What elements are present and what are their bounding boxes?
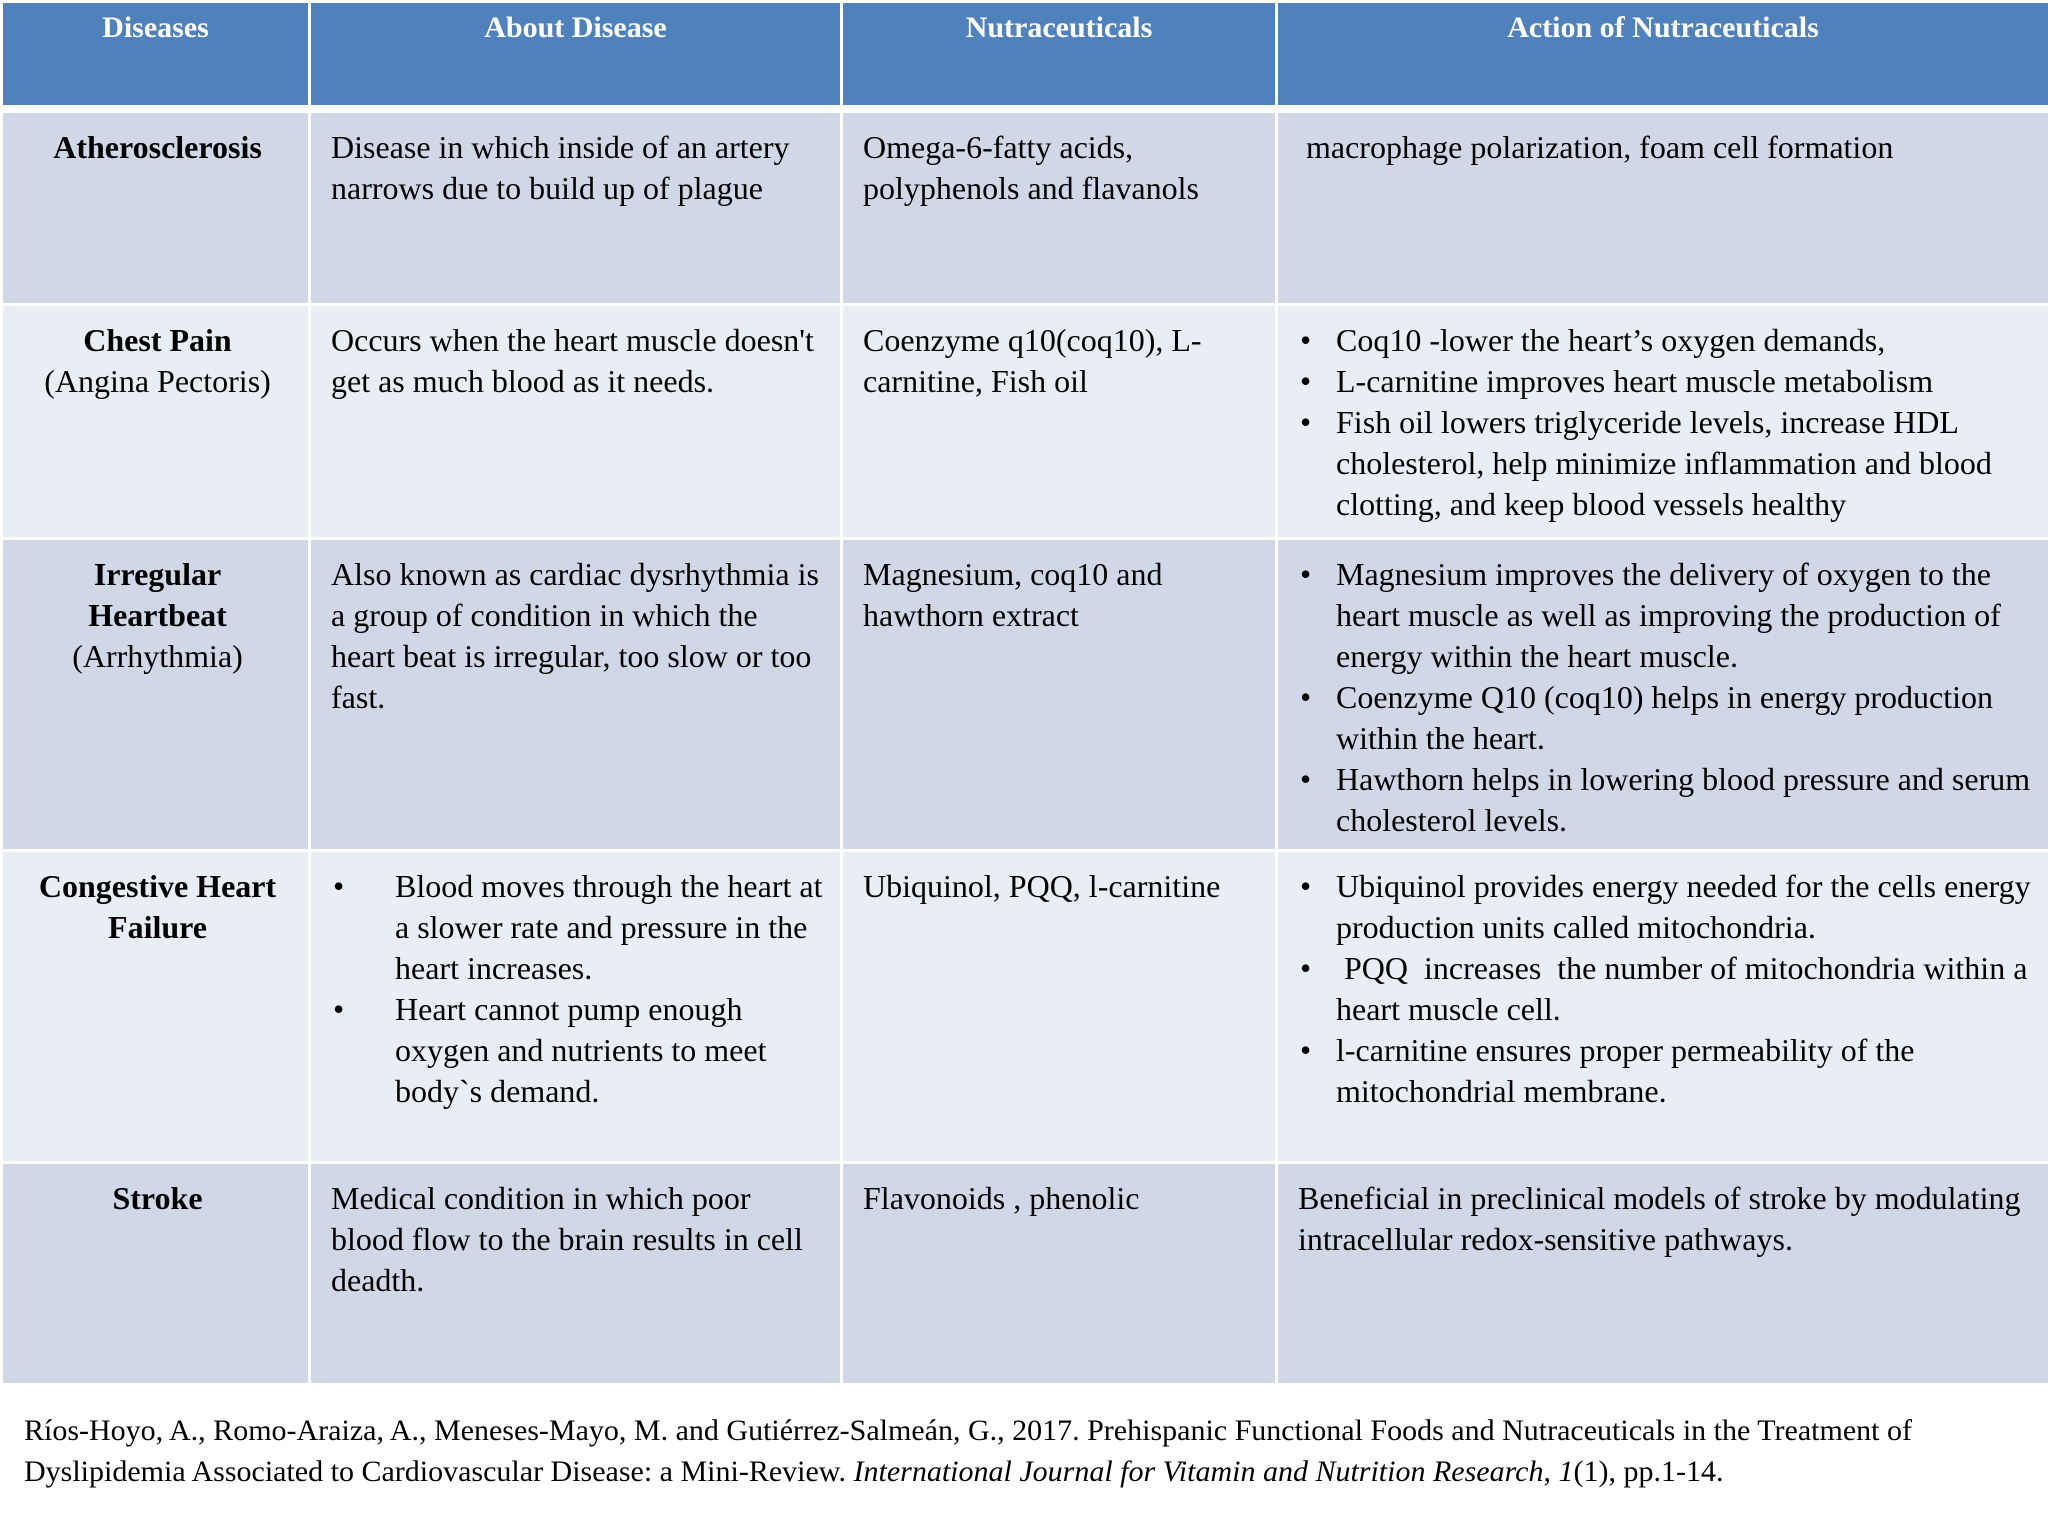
nutraceuticals-cell: Omega-6-fatty acids, polyphenols and flavanols (842, 109, 1277, 305)
about-cell: Medical condition in which poor blood flow to the brain results in cell deadth. (310, 1163, 842, 1385)
action-text: macrophage polarization, foam cell formation (1306, 128, 1894, 165)
action-list-item: • Magnesium improves the delivery of oxygen to the heart muscle as well as improving the production of energy within the heart muscle. (1298, 554, 2032, 677)
header-diseases: Diseases (2, 2, 310, 109)
action-cell (1277, 109, 2048, 305)
disease-cell (2, 539, 310, 851)
disease-subtitle: (Arrhythmia) (72, 638, 243, 674)
table-header-row (2, 2, 2048, 109)
about-list (331, 866, 824, 1112)
action-list-item: • Ubiquinol provides energy needed for the cells energy production units called mitochondria. (1298, 866, 2032, 948)
disease-name: Congestive Heart Failure (38, 868, 277, 945)
about-cell: Disease in which inside of an artery narrows due to build up of plague (310, 109, 842, 305)
nutraceuticals-cell: Magnesium, coq10 and hawthorn extract (842, 539, 1277, 851)
table-row-atherosclerosis (2, 109, 2048, 305)
action-cell (1277, 539, 2048, 851)
about-list-item: • Blood moves through the heart at a slower rate and pressure in the heart increases. (331, 866, 824, 989)
about-cell: Occurs when the heart muscle doesn't get as much blood as it needs. (310, 305, 842, 539)
citation-separator: , (1543, 1455, 1559, 1488)
disease-cell (2, 305, 310, 539)
citation (24, 1410, 2024, 1492)
about-cell: Also known as cardiac dysrhythmia is a group of condition in which the heart beat is irregular, too slow or too fast. (310, 539, 842, 851)
disease-name: Stroke (112, 1180, 203, 1216)
disease-cell (2, 1163, 310, 1385)
action-list (1298, 320, 2032, 525)
citation-volume: 1 (1558, 1455, 1574, 1488)
action-list (1298, 554, 2032, 841)
disease-name: Atherosclerosis (53, 128, 262, 165)
header-nutraceuticals: Nutraceuticals (842, 2, 1277, 109)
action-list-item: • Fish oil lowers triglyceride levels, increase HDL cholesterol, help minimize inflammation and blood clotting, and keep blood vessels healthy (1298, 402, 2032, 525)
action-list (1298, 866, 2036, 1112)
citation-issue-pages: (1), pp.1-14. (1573, 1455, 1724, 1488)
action-cell: Beneficial in preclinical models of stroke by modulating intracellular redox-sensitive pathways. (1277, 1163, 2048, 1385)
table-row-irregular-heartbeat (2, 539, 2048, 851)
table-row-congestive-heart-failure (2, 851, 2048, 1163)
action-cell (1277, 851, 2048, 1163)
action-list-item: • Hawthorn helps in lowering blood pressure and serum cholesterol levels. (1298, 759, 2032, 841)
table-row-chest-pain (2, 305, 2048, 539)
disease-cell (2, 851, 310, 1163)
about-cell (310, 851, 842, 1163)
action-list-item: • Coq10 -lower the heart’s oxygen demands, (1298, 320, 2032, 361)
about-list-item: • Heart cannot pump enough oxygen and nutrients to meet body`s demand. (331, 989, 824, 1112)
action-list-item: • Coenzyme Q10 (coq10) helps in energy production within the heart. (1298, 677, 2032, 759)
disease-name: Chest Pain (83, 322, 232, 358)
disease-cell (2, 109, 310, 305)
disease-subtitle: (Angina Pectoris) (44, 363, 271, 399)
header-about-disease: About Disease (310, 2, 842, 109)
table-row-stroke (2, 1163, 2048, 1385)
header-action-of-nutraceuticals: Action of Nutraceuticals (1277, 2, 2048, 109)
nutraceuticals-cell: Flavonoids , phenolic (842, 1163, 1277, 1385)
citation-authors-title: Ríos-Hoyo, A., Romo-Araiza, A., Meneses-Mayo, M. and Gutiérrez-Salmeán, G., 2017. Prehispanic Functional Foods and Nutraceuticals in the Treatment of Dyslipidemia Associated to Cardiovascular Disease: a Mini-Review. (24, 1414, 1912, 1488)
action-list-item: • L-carnitine improves heart muscle metabolism (1298, 361, 2032, 402)
nutraceuticals-cell: Coenzyme q10(coq10), L-carnitine, Fish oil (842, 305, 1277, 539)
action-list-item: • l-carnitine ensures proper permeability of the mitochondrial membrane. (1298, 1030, 2032, 1112)
nutraceuticals-cell: Ubiquinol, PQQ, l-carnitine (842, 851, 1277, 1163)
action-list-item: • PQQ increases the number of mitochondria within a heart muscle cell. (1298, 948, 2032, 1030)
action-cell (1277, 305, 2048, 539)
disease-name: Irregular Heartbeat (88, 556, 227, 633)
citation-journal: International Journal for Vitamin and Nutrition Research (853, 1455, 1544, 1488)
